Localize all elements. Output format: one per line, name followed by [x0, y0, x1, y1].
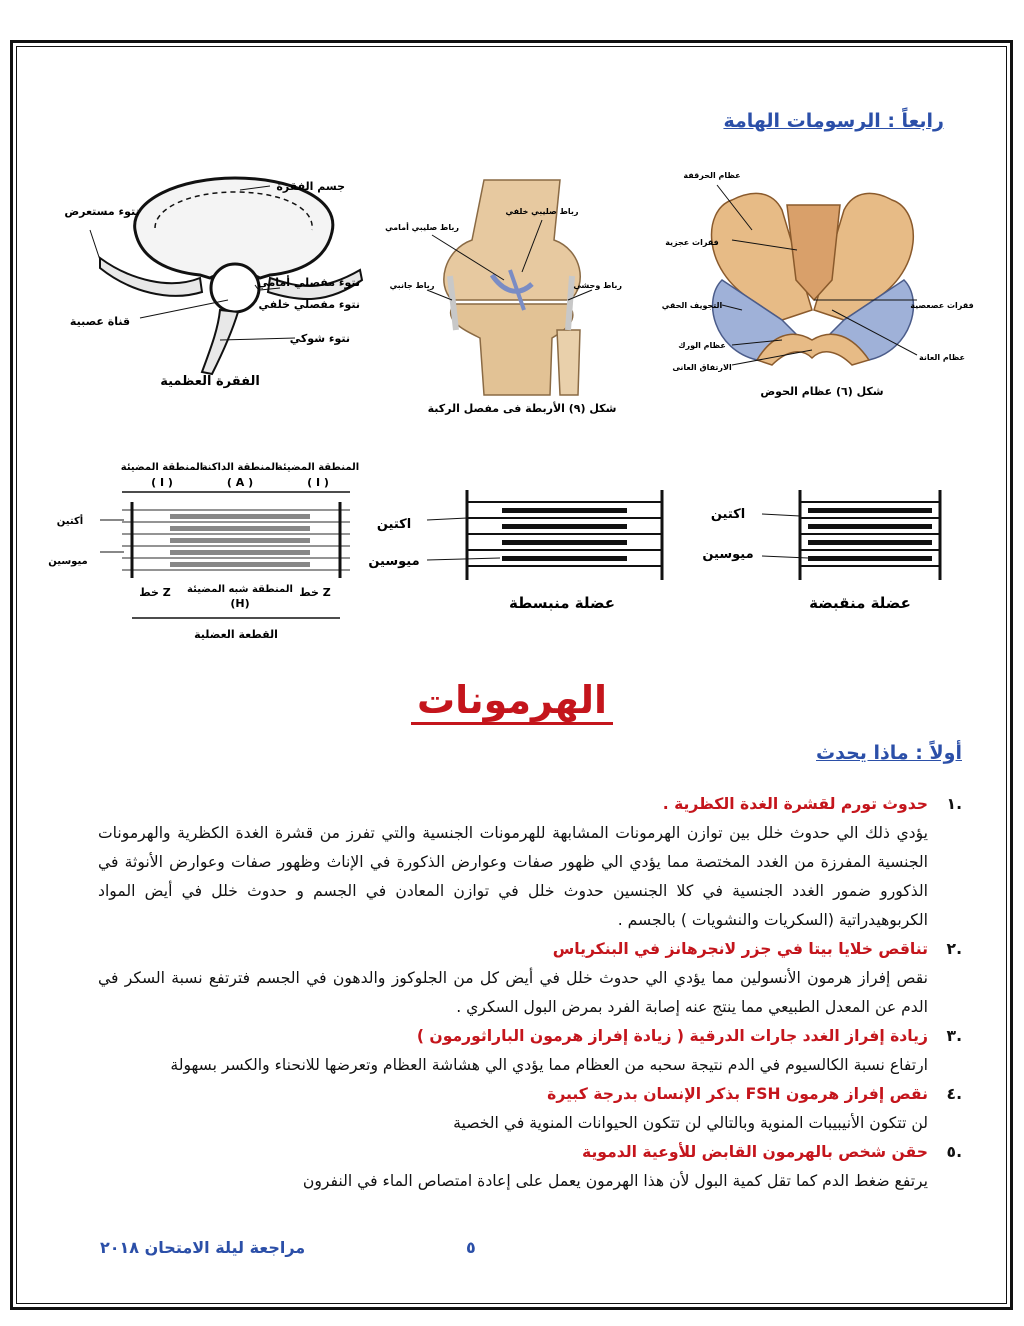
footer-title: مراجعة ليلة الامتحان ٢٠١٨	[100, 1238, 306, 1257]
pelvis-figure	[661, 160, 974, 410]
sarcomere-label-actin: أكتين	[56, 516, 84, 527]
pelvis-label-hip: عظام الورك	[678, 341, 726, 350]
list-item	[98, 1138, 962, 1196]
pelvis-label-pubis: عظام العانة	[918, 353, 966, 362]
pelvis-caption: شكل (٦) عظام الحوض	[760, 385, 884, 398]
item-text: لن تتكون الأنيبيبات المنوية وبالتالي لن تتكون الحيوانات المنوية في الخصية	[453, 1114, 928, 1132]
sarcomere-label-h: (H)	[230, 597, 250, 610]
items-list	[98, 790, 962, 1196]
vertebra-caption: الفقرة العظمية	[160, 374, 260, 389]
knee-label-anterior: رباط صليبي أمامي	[385, 223, 459, 232]
knee-label-posterior: رباط صليبي خلفي	[505, 207, 579, 216]
pelvis-label-coccygeal: فقرات عصعصية	[910, 301, 974, 310]
vertebra-label-spinous: نتوء شوكي	[289, 332, 350, 345]
item-heading: نقص إفراز هرمون FSH بذكر الإنسان بدرجة كبيرة	[547, 1085, 928, 1103]
sarcomere-label-a: ( A )	[226, 476, 254, 489]
item-heading: تناقص خلايا بيتا في جزر لانجرهانز في البنكرياس	[552, 940, 928, 958]
knee-label-side: رباط جانبي	[389, 281, 435, 290]
item-text: نقص إفراز هرمون الأنسولين مما يؤدي الي حدوث خلل في أيض كل من الجلوكوز والدهون في الجسم فترتفع نسبة السكر في الدم عن المعدل الطبيعي مما ينتج عنه إصابة الفرد بمرض البول السكري .	[98, 969, 928, 1016]
item-number: .٢	[946, 940, 962, 958]
list-item	[98, 935, 962, 1022]
item-heading: حدوث تورم لقشرة الغدة الكظرية .	[662, 795, 928, 813]
item-number: .٤	[946, 1085, 962, 1103]
item-text: ارتفاع نسبة الكالسيوم في الدم نتيجة سحبه من العظام مما يؤدي الي هشاشة العظام وتعرضها للانحناء والكسر بسهولة	[170, 1056, 928, 1074]
contracted-caption: عضلة منقبضة	[809, 594, 911, 612]
contracted-label-myosin: ميوسين	[702, 547, 754, 562]
relaxed-label-actin: اكتين	[376, 517, 412, 532]
page-number: ٥	[466, 1238, 476, 1257]
item-heading: حقن شخص بالهرمون القابض للأوعية الدموية	[581, 1143, 928, 1161]
sarcomere-label-h-zone: المنطقة شبه المضيئة	[187, 584, 293, 595]
pelvis-label-symphysis: الارتفاق العانى	[672, 363, 732, 372]
sarcomere-label-myosin: ميوسين	[48, 556, 88, 567]
list-item	[98, 1022, 962, 1080]
vertebra-label-anterior: نتوء مفصلي أمامي	[257, 276, 360, 289]
vertebra-label-posterior: نتوء مفصلي خلفي	[258, 298, 360, 311]
item-number: .٣	[946, 1027, 962, 1045]
item-number: .١	[946, 795, 962, 813]
section-title: رابعاً : الرسومات الهامة	[723, 110, 944, 132]
vertebra-label-transverse: نتوء مستعرض	[64, 205, 140, 218]
vertebra-label-canal: قناة عصبية	[69, 315, 131, 328]
sarcomere-label-dark: المنطقة الداكنة	[201, 462, 279, 473]
relaxed-label-myosin: ميوسين	[368, 554, 420, 569]
contracted-muscle-figure	[700, 470, 970, 620]
sarcomere-figure	[40, 440, 360, 650]
item-text: يؤدي ذلك الي حدوث خلل بين توازن الهرمونات المشابهة للهرمونات الجنسية والتي تفرز من قشرة الغدة الكظرية والهرمونات الجنسية المفرزة من الغدد المختصة مما يؤدي الي ظهور صفات وعوارض الذكورة في الإناث وظهور صفات وعوارض الأنوثة في الذكورو ضمور الغدد الجنسية في كلا الجنسين حدوث خلل في توازن المعادن في الجسم و حدوث خلل في أيض المواد الكربوهيدراتية (السكريات والنشويات ) بالجسم .	[98, 824, 928, 929]
sarcomere-label-z-left: خط Z	[139, 586, 171, 599]
pelvis-label-sacral: فقرات عجزية	[665, 238, 719, 247]
vertebra-label-body: جسم الفقرة	[276, 180, 345, 193]
sarcomere-caption: القطعة العضلية	[194, 628, 278, 641]
vertebra-figure	[60, 160, 380, 400]
sarcomere-label-light-left: المنطقة المضيئة	[120, 462, 204, 473]
sarcomere-label-light-right: المنطقة المضيئة	[276, 462, 360, 473]
item-number: .٥	[946, 1143, 962, 1161]
sarcomere-label-i-right: ( I )	[307, 476, 329, 489]
sarcomere-label-i-left: ( I )	[151, 476, 173, 489]
relaxed-muscle-figure	[368, 470, 672, 620]
knee-figure	[385, 180, 632, 420]
item-heading: زيادة إفراز الغدد جارات الدرقية ( زيادة إفراز هرمون الباراثورمون )	[416, 1027, 928, 1045]
list-item	[98, 790, 962, 935]
main-title	[0, 678, 1024, 722]
contracted-label-actin: اكتين	[710, 507, 746, 522]
subtitle: أولاً : ماذا يحدث	[816, 742, 962, 764]
list-item	[98, 1080, 962, 1138]
item-text: يرتفع ضغط الدم كما تقل كمية البول لأن هذا الهرمون يعمل على إعادة امتصاص الماء في النفرون	[302, 1172, 928, 1190]
pelvis-label-acetabulum: التجويف الحقي	[661, 301, 723, 310]
relaxed-caption: عضلة منبسطة	[509, 594, 615, 612]
pelvis-label-ilium: عظام الحرقفة	[683, 171, 741, 180]
sarcomere-label-z-right: خط Z	[299, 586, 331, 599]
main-title-text: الهرمونات	[411, 678, 613, 725]
knee-label-lateral: رباط وحشي	[573, 281, 622, 290]
knee-caption: شكل (٩) الأربطة فى مفصل الركبة	[427, 402, 617, 415]
